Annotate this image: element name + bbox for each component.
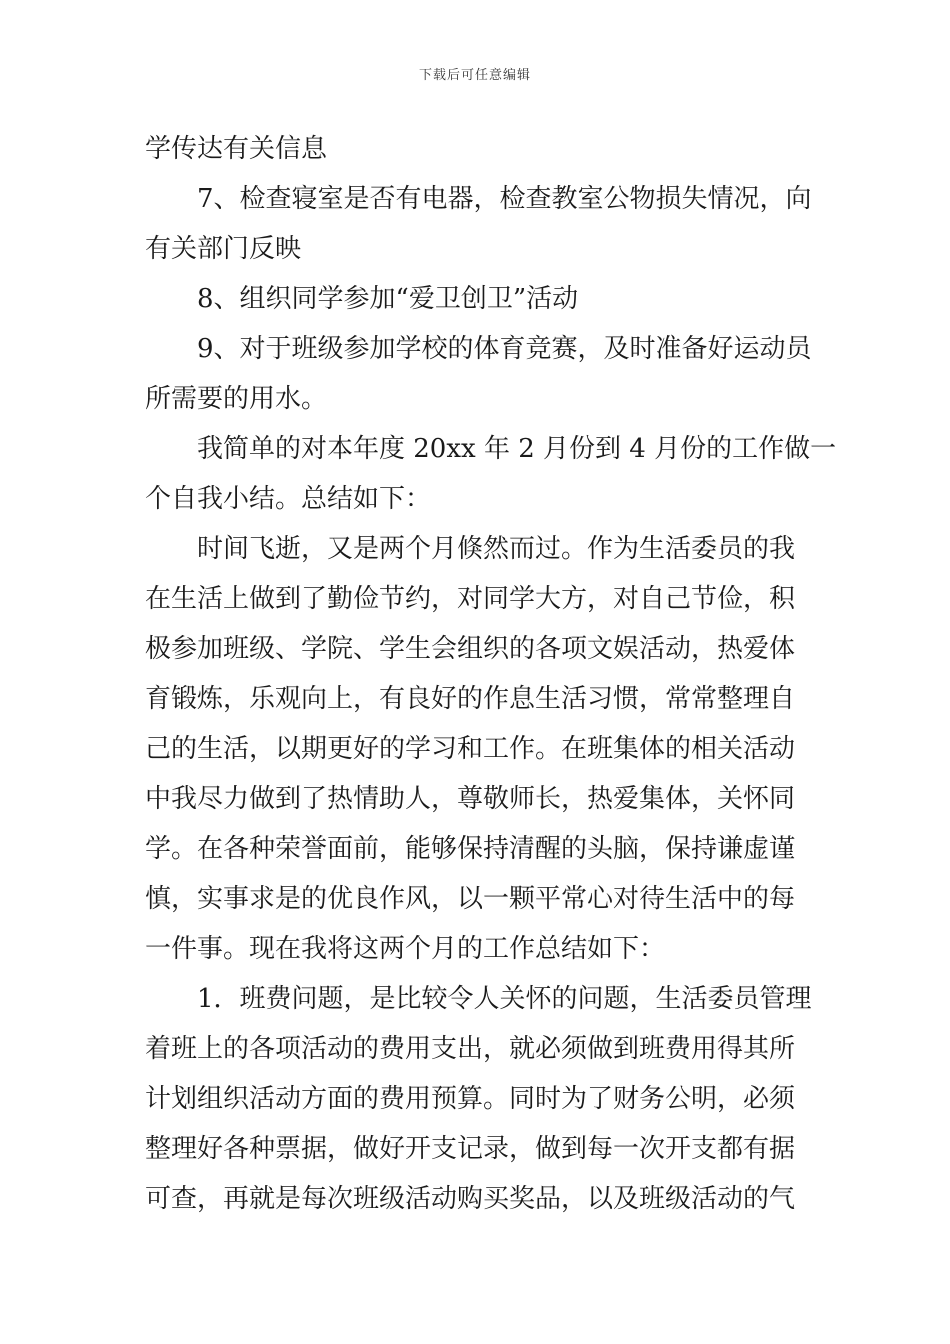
text-line: 一件事。现在我将这两个月的工作总结如下： xyxy=(145,934,666,964)
text-line: 在生活上做到了勤俭节约，对同学大方，对自己节俭，积 xyxy=(145,584,796,614)
text-line: 7、检查寝室是否有电器，检查教室公物损失情况，向 xyxy=(197,184,812,214)
text-line: 所需要的用水。 xyxy=(145,384,328,414)
text-line: 慎，实事求是的优良作风，以一颗平常心对待生活中的每 xyxy=(145,884,796,914)
text-line: 计划组织活动方面的费用预算。同时为了财务公明，必须 xyxy=(145,1084,796,1114)
text-line: 学传达有关信息 xyxy=(145,134,328,164)
text-line: 个自我小结。总结如下： xyxy=(145,484,432,514)
text-line: 极参加班级、学院、学生会组织的各项文娱活动，热爱体 xyxy=(145,634,796,664)
text-line: 我简单的对本年度 20xx 年 2 月份到 4 月份的工作做一 xyxy=(197,434,837,464)
text-line: 8、组织同学参加“爱卫创卫”活动 xyxy=(197,284,579,314)
text-line: 可查，再就是每次班级活动购买奖品，以及班级活动的气 xyxy=(145,1184,796,1214)
text-line: 1．班费问题，是比较令人关怀的问题，生活委员管理 xyxy=(197,984,812,1014)
text-line: 着班上的各项活动的费用支出，就必须做到班费用得其所 xyxy=(145,1034,796,1064)
document-body xyxy=(145,124,837,1224)
text-line: 己的生活，以期更好的学习和工作。在班集体的相关活动 xyxy=(145,734,796,764)
text-line: 学。在各种荣誉面前，能够保持清醒的头脑，保持谦虚谨 xyxy=(145,834,796,864)
page-header: 下载后可任意编辑 xyxy=(418,68,531,83)
text-line: 育锻炼，乐观向上，有良好的作息生活习惯，常常整理自 xyxy=(145,684,796,714)
text-line: 有关部门反映 xyxy=(145,234,302,264)
text-line: 整理好各种票据，做好开支记录，做到每一次开支都有据 xyxy=(145,1134,796,1164)
text-line: 时间飞逝，又是两个月倏然而过。作为生活委员的我 xyxy=(197,534,796,564)
text-line: 中我尽力做到了热情助人，尊敬师长，热爱集体，关怀同 xyxy=(145,784,796,814)
text-line: 9、对于班级参加学校的体育竞赛，及时准备好运动员 xyxy=(197,334,812,364)
